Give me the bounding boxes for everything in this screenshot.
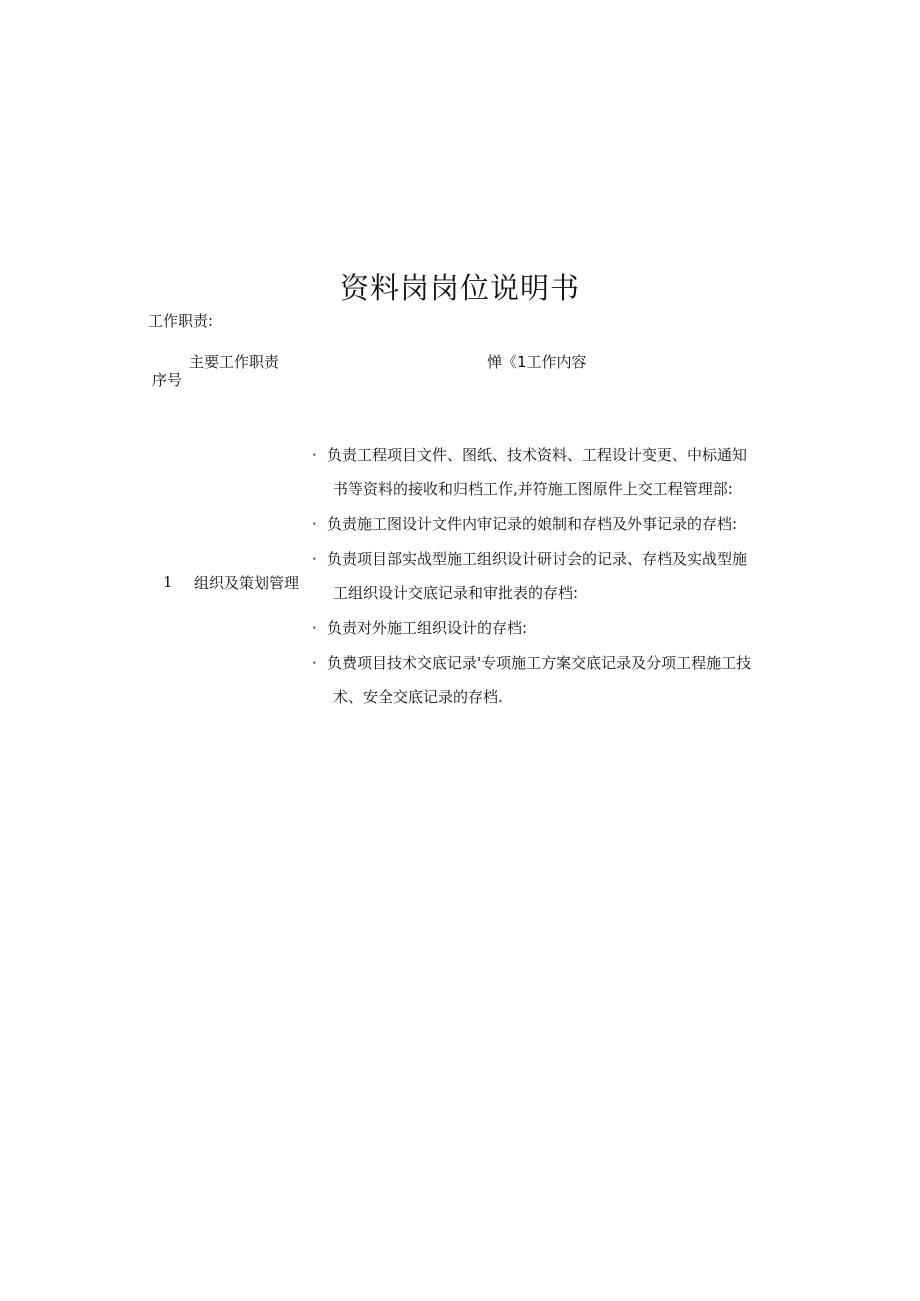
item-line: 负责对外施工组织设计的存档:: [327, 619, 528, 637]
bullet-icon: ·: [312, 515, 317, 533]
header-duty: 主要工作职责: [189, 353, 280, 371]
row-duty: 组织及策划管理: [194, 574, 300, 592]
bullet-icon: ·: [312, 619, 317, 637]
list-item: [312, 507, 772, 541]
list-item: [312, 438, 772, 506]
list-item: [312, 542, 772, 610]
item-line: 负责工程项目文件、图纸、技术资料、工程设计变更、中标通知: [327, 446, 748, 464]
list-item: [312, 611, 772, 645]
item-line: 负责施工图设计文件内审记录的娘制和存档及外事记录的存档:: [327, 515, 738, 533]
bullet-icon: ·: [312, 654, 317, 672]
section-label: 工作职责:: [148, 312, 214, 330]
row-seq: 1: [163, 573, 173, 591]
header-seq: 序号: [152, 371, 183, 389]
bullet-icon: ·: [312, 446, 317, 464]
item-line: 负责项目部实战型施工组织设计研讨会的记录、存档及实战型施: [327, 550, 748, 568]
header-content: 惮《1工作内容: [487, 353, 587, 371]
list-item: [312, 646, 772, 714]
page-title: 资料岗岗位说明书: [339, 271, 580, 305]
item-line: 工组织设计交底记录和审批表的存档:: [333, 584, 579, 602]
item-line: 术、安全交底记录的存档.: [333, 688, 503, 706]
work-content-list: [312, 438, 772, 715]
item-line: 负费项目技术交底记录'专项施工方案交底记录及分项工程施工技: [327, 654, 752, 672]
bullet-icon: ·: [312, 550, 317, 568]
item-line: 书等资料的接收和归档工作,并符施工图原件上交工程管理部:: [333, 480, 733, 498]
